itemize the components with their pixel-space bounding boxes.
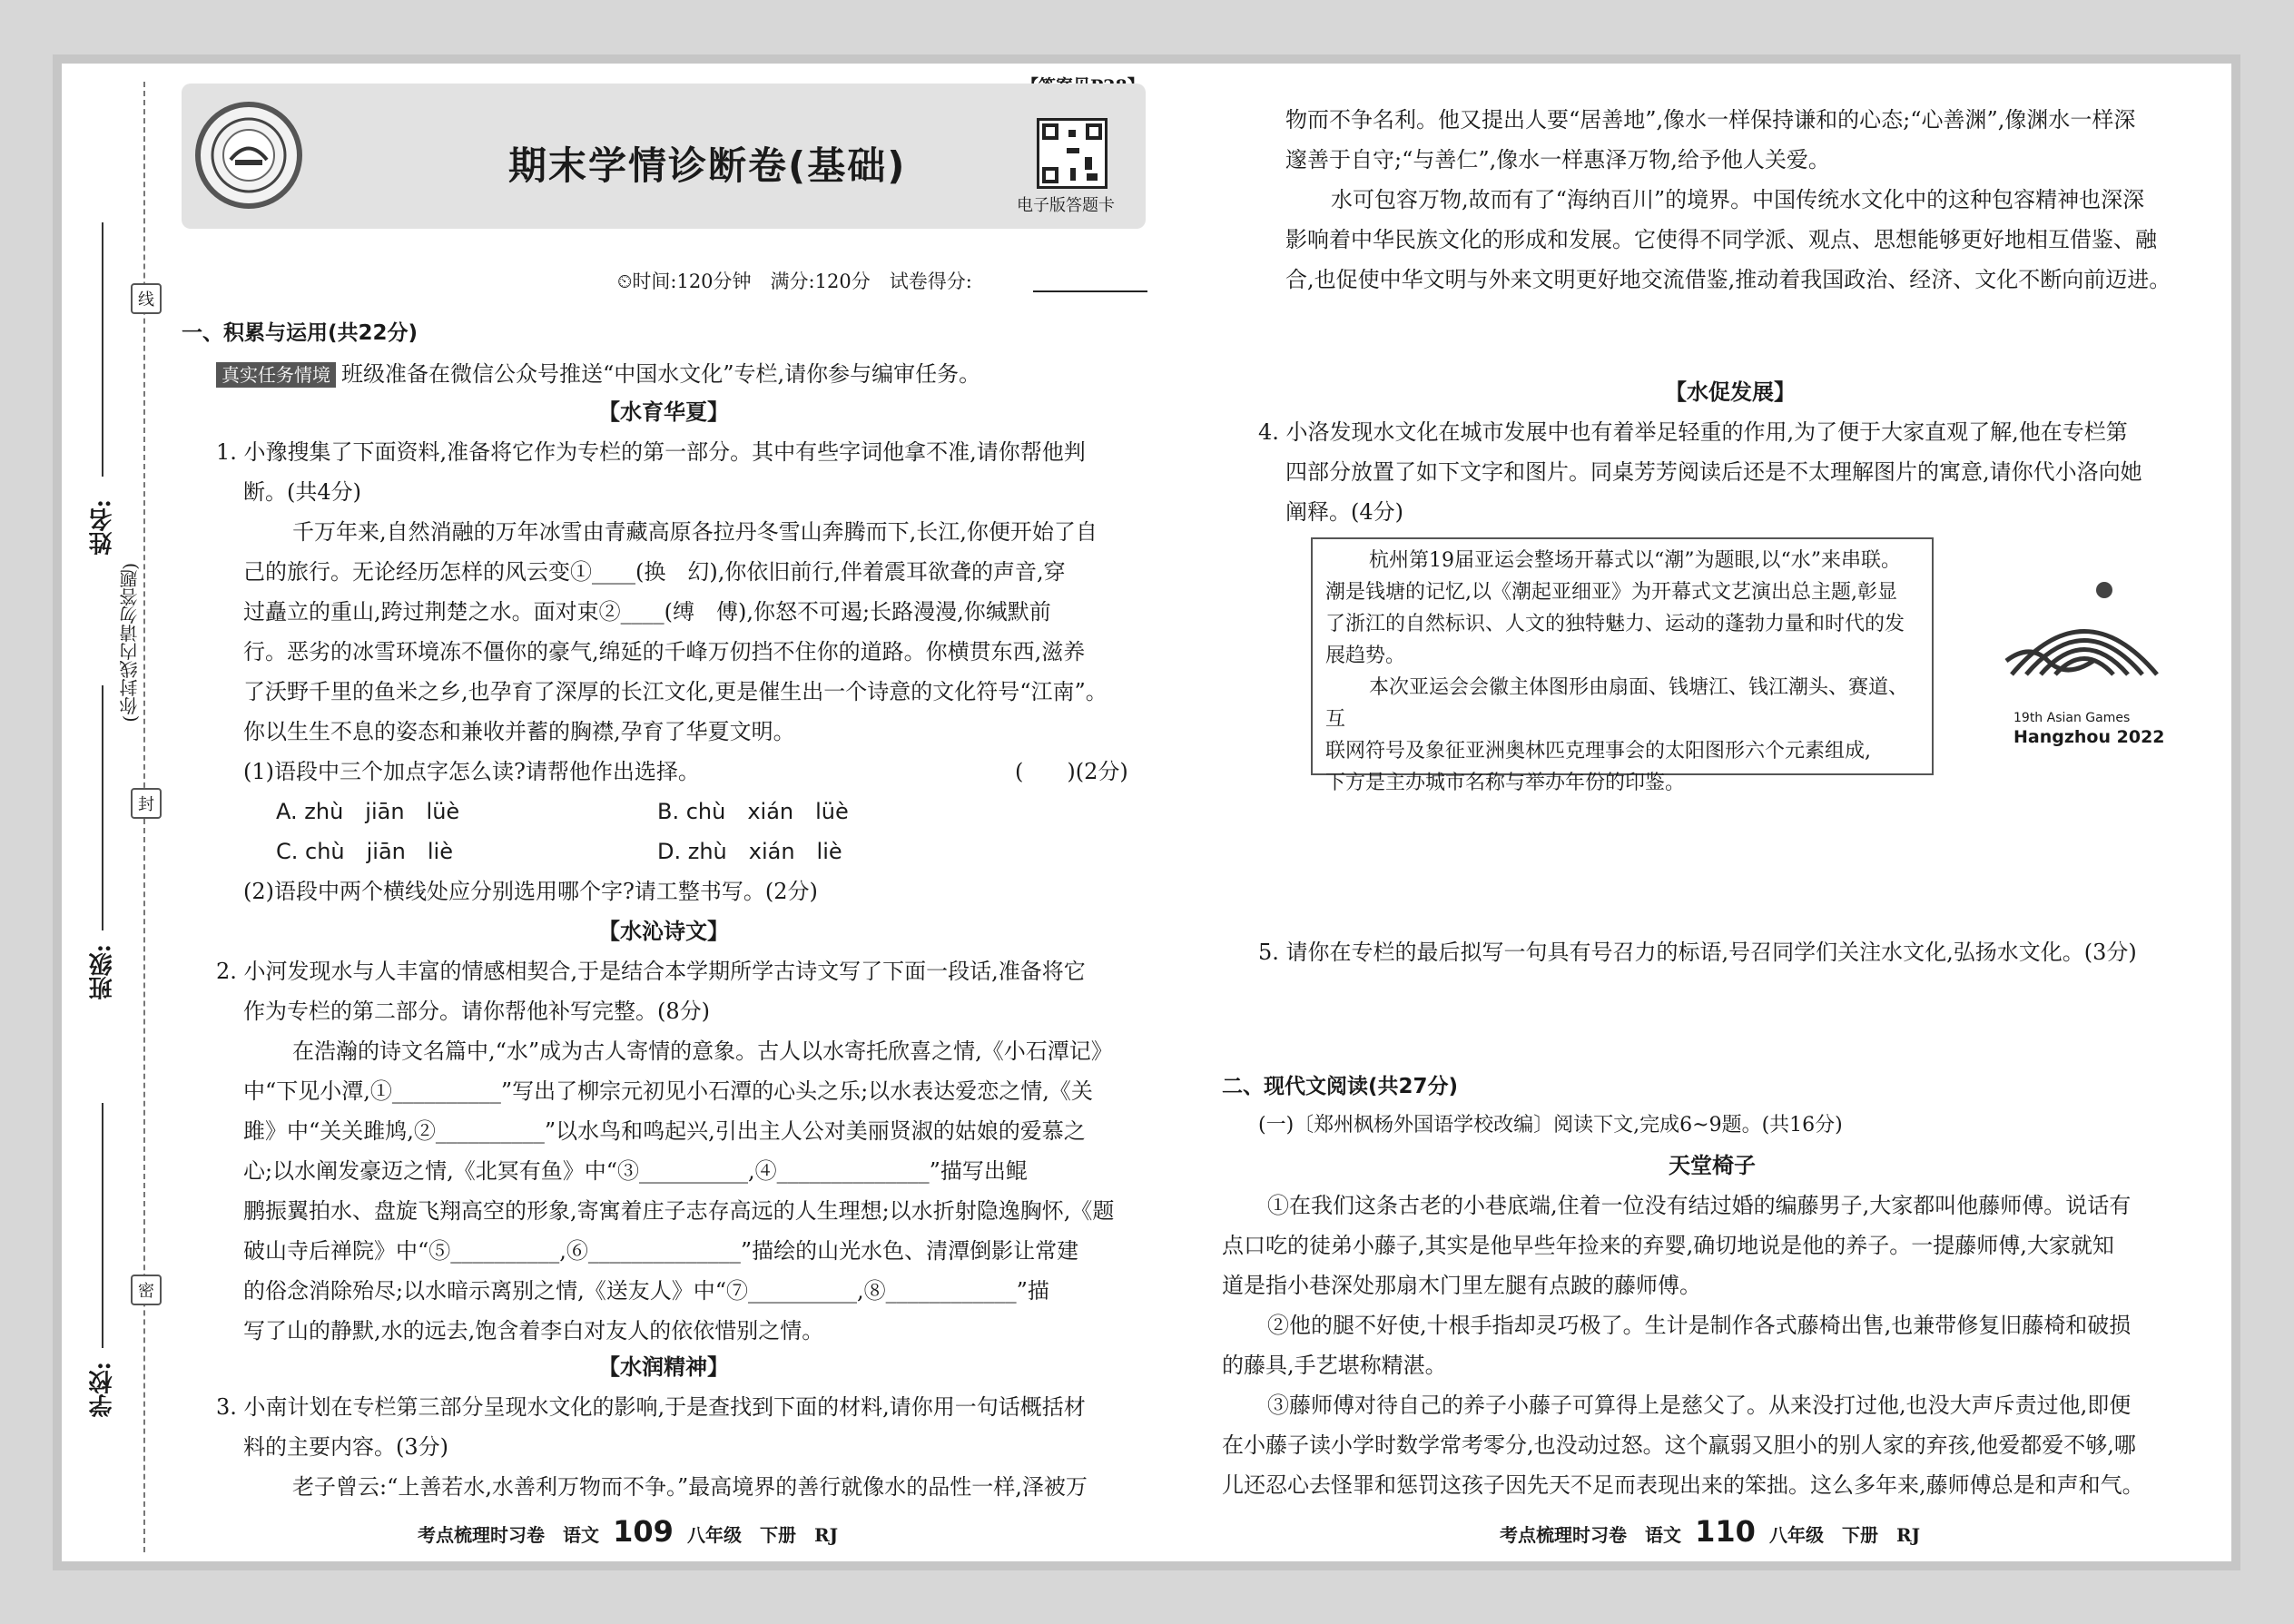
name-label: 姓名: — [89, 499, 116, 556]
box-line: 杭州第19届亚运会整场开幕式以“潮”为题眼,以“水”来串联。 — [1369, 549, 1901, 572]
heading-water-development: 【水促发展】 — [1665, 379, 1796, 405]
qr-caption: 电子版答题卡 — [1017, 196, 1115, 215]
asian-games-emblem — [1994, 570, 2175, 752]
name-blank[interactable] — [102, 222, 103, 477]
q3-cont-line: 邃善于自守;“与善仁”,像水一样惠泽万物,给予他人关爱。 — [1285, 147, 1830, 172]
story-line: ③藤师傅对待自己的养子小藤子可算得上是慈父了。从来没打过他,也没大声斥责过他,即便 — [1267, 1393, 2132, 1418]
school-label: 学校: — [89, 1362, 116, 1418]
heading-water-spirit: 【水润精神】 — [598, 1353, 729, 1380]
class-label: 班级: — [89, 944, 116, 1000]
q2-line: 中“下见小潭,①__________”写出了柳宗元初见小石潭的心头之乐;以水表达爱恋之情,《关 — [243, 1078, 1093, 1104]
story-line: 在小藤子读小学时数学常考零分,也没动过怒。这个羸弱又胆小的别人家的弃孩,他爱都爱不够,哪 — [1222, 1432, 2136, 1458]
story-line: 道是指小巷深处那扇木门里左腿有点跛的藤师傅。 — [1222, 1273, 1701, 1298]
emblem-caption-1: 19th Asian Games — [2013, 711, 2131, 725]
q3-line: 3. 小南计划在专栏第三部分呈现水文化的影响,于是查找到下面的材料,请你用一句话概括材 — [216, 1394, 1086, 1420]
crest-icon — [208, 114, 290, 196]
heading-water-poetry: 【水沁诗文】 — [598, 918, 729, 944]
q1-line1: 1. 小豫搜集了下面资料,准备将它作为专栏的第一部分。其中有些字词他拿不准,请你帮他判 — [216, 439, 1086, 465]
section2-title: 二、现代文阅读(共27分) — [1222, 1075, 1459, 1098]
footer-series: 考点梳理时习卷 语文 — [418, 1524, 599, 1546]
q3-cont-line: 物而不争名利。他又提出人要“居善地”,像水一样保持谦和的心态;“心善渊”,像渊水一样深 — [1285, 107, 2136, 133]
box-line: 了浙江的自然标识、人文的独特魅力、运动的蓬勃力量和时代的发 — [1325, 613, 1905, 635]
q1-line2: 断。(共4分) — [243, 479, 361, 505]
q2-line: 2. 小河发现水与人丰富的情感相契合,于是结合本学期所学古诗文写了下面一段话,准备将它 — [216, 959, 1086, 984]
footer-left-page — [418, 1514, 838, 1549]
q1-option-c[interactable]: C. chù jiān liè — [276, 839, 453, 864]
footer-grade: 八年级 下册 RJ — [1768, 1524, 1921, 1546]
q5: 5. 请你在专栏的最后拟写一句具有号召力的标语,号召同学们关注水文化,弘扬水文化。(3分) — [1258, 940, 2137, 965]
q2-line: 心;以水阐发豪迈之情,《北冥有鱼》中“③__________,④______________”描写出鲲 — [243, 1158, 1028, 1184]
q1-para-line: 过矗立的重山,跨过荆楚之水。面对束②____(缚 傅),你怒不可遏;长路漫漫,你缄默前 — [243, 599, 1051, 625]
q3-cont-line: 影响着中华民族文化的形成和发展。它使得不同学派、观点、思想能够更好地相互借鉴、融 — [1285, 227, 2157, 252]
story-line: ②他的腿不好使,十根手指却灵巧极了。生计是制作各式藤椅出售,也兼带修复旧藤椅和破损 — [1267, 1313, 2132, 1338]
box-line: 联网符号及象征亚洲奥林匹克理事会的太阳图形六个元素组成, — [1325, 740, 1871, 763]
q1-sub1-score: ( )(2分) — [1015, 759, 1128, 784]
q3-line: 老子曾云:“上善若水,水善利万物而不争。”最高境界的善行就像水的品性一样,泽被万 — [292, 1474, 1088, 1500]
page-number: 110 — [1695, 1514, 1756, 1549]
story-line: ①在我们这条古老的小巷底端,住着一位没有结过婚的编藤男子,大家都叫他藤师傅。说话有 — [1267, 1193, 2132, 1218]
q1-sub2: (2)语段中两个横线处应分别选用哪个字?请工整书写。(2分) — [243, 879, 818, 904]
q1-option-a[interactable]: A. zhù jiān lüè — [276, 799, 460, 824]
q4-line: 阐释。(4分) — [1285, 499, 1403, 525]
footer-right-page — [1500, 1514, 1920, 1549]
exam-title: 期末学情诊断卷(基础) — [508, 143, 907, 188]
binding-mark-xian: 线 — [131, 283, 162, 314]
exam-meta: ⏲时间:120分钟 满分:120分 试卷得分: — [617, 271, 972, 292]
box-line: 本次亚运会会徽主体图形由扇面、钱塘江、钱江潮头、赛道、互 — [1325, 676, 1909, 731]
binding-mark-mi: 密 — [131, 1275, 162, 1305]
task-line — [216, 354, 980, 394]
story-line: 的藤具,手艺堪称精湛。 — [1222, 1353, 1447, 1378]
q2-line: 在浩瀚的诗文名篇中,“水”成为古人寄情的意象。古人以水寄托欣喜之情,《小石潭记》 — [292, 1038, 1113, 1064]
reading-intro: (一)〔郑州枫杨外国语学校改编〕阅读下文,完成6~9题。(共16分) — [1258, 1114, 1843, 1137]
emblem-icon — [1994, 570, 2175, 706]
asian-games-material-box — [1311, 537, 1934, 794]
score-blank[interactable] — [1033, 290, 1147, 292]
q1-para-line: 千万年来,自然消融的万年冰雪由青藏高原各拉丹冬雪山奔腾而下,长江,你便开始了自 — [292, 519, 1098, 545]
q2-line: 鹏振翼拍水、盘旋飞翔高空的形象,寄寓着庄子志存高远的人生理想;以水折射隐逸胸怀,《题 — [243, 1198, 1115, 1224]
qr-code[interactable] — [1037, 118, 1108, 189]
school-blank[interactable] — [102, 1103, 103, 1348]
q3-cont-line: 合,也促使中华文明与外来文明更好地交流借鉴,推动着我国政治、经济、文化不断向前迈进。 — [1285, 267, 2171, 292]
q2-line: 雎》中“关关雎鸠,②__________”以水鸟和鸣起兴,引出主人公对美丽贤淑的姑娘的爱慕之 — [243, 1118, 1086, 1144]
task-text: 班级准备在微信公众号推送“中国水文化”专栏,请你参与编审任务。 — [341, 361, 981, 387]
q1-option-d[interactable]: D. zhù xián liè — [657, 839, 842, 864]
q2-line: 作为专栏的第二部分。请你帮他补写完整。(8分) — [243, 999, 710, 1024]
box-line: 展趋势。 — [1325, 645, 1406, 667]
q2-line: 破山寺后禅院》中“⑤__________,⑥______________”描绘的山光水色、清潭倒影让常建 — [243, 1238, 1079, 1264]
q1-sub1: (1)语段中三个加点字怎么读?请帮他作出选择。 — [243, 759, 700, 784]
task-tag: 真实任务情境 — [216, 362, 336, 388]
publisher-logo — [195, 102, 302, 209]
q1-para-line: 己的旅行。无论经历怎样的风云变①____(换 幻),你依旧前行,伴着震耳欲聋的声音,穿 — [243, 559, 1066, 585]
q3-cont-line: 水可包容万物,故而有了“海纳百川”的境界。中国传统水文化中的这种包容精神也深深 — [1331, 187, 2145, 212]
q1-para-line: 了沃野千里的鱼米之乡,也孕育了深厚的长江文化,更是催生出一个诗意的文化符号“江南”。 — [243, 679, 1108, 704]
binding-mark-feng: 封 — [131, 788, 162, 819]
q1-para-line: 你以生生不息的姿态和兼收并蓄的胸襟,孕育了华夏文明。 — [243, 719, 795, 744]
q1-option-b[interactable]: B. chù xián lüè — [657, 799, 849, 824]
q4-line: 4. 小洛发现水文化在城市发展中也有着举足轻重的作用,为了便于大家直观了解,他在专栏第 — [1258, 419, 2128, 445]
q2-line: 的俗念消除殆尽;以水暗示离别之情,《送友人》中“⑦__________,⑧____________”描 — [243, 1278, 1049, 1304]
q2-line: 写了山的静默,水的远去,饱含着李白对友人的依依惜别之情。 — [243, 1318, 824, 1343]
q1-para-line: 行。恶劣的冰雪环境冻不僵你的豪气,绵延的千峰万仞挡不住你的道路。你横贯东西,滋养 — [243, 639, 1086, 664]
story-line: 点口吃的徒弟小藤子,其实是他早些年捡来的弃婴,确切地说是他的养子。一提藤师傅,大家就知 — [1222, 1233, 2114, 1258]
q3-line: 料的主要内容。(3分) — [243, 1434, 448, 1460]
emblem-caption-2: Hangzhou 2022 — [2013, 727, 2165, 747]
story-line: 儿还忍心去怪罪和惩罚这孩子因先天不足而表现出来的笨拙。这么多年来,藤师傅总是和声和气。 — [1222, 1472, 2144, 1498]
class-blank[interactable] — [102, 685, 103, 930]
page-number: 109 — [613, 1514, 674, 1549]
box-line: 潮是钱塘的记忆,以《潮起亚细亚》为开幕式文艺演出总主题,彰显 — [1325, 581, 1897, 604]
footer-grade: 八年级 下册 RJ — [686, 1524, 839, 1546]
box-line: 下方是主办城市名称与举办年份的印鉴。 — [1325, 772, 1686, 794]
q4-line: 四部分放置了如下文字和图片。同桌芳芳阅读后还是不太理解图片的寓意,请你代小洛向她 — [1285, 459, 2142, 485]
binding-note: (你封线内请勿答题) — [119, 563, 141, 723]
section1-title: 一、积累与运用(共22分) — [182, 321, 418, 345]
footer-series: 考点梳理时习卷 语文 — [1500, 1524, 1681, 1546]
story-title: 天堂椅子 — [1669, 1152, 1756, 1178]
heading-water-nurtures: 【水育华夏】 — [598, 399, 729, 425]
